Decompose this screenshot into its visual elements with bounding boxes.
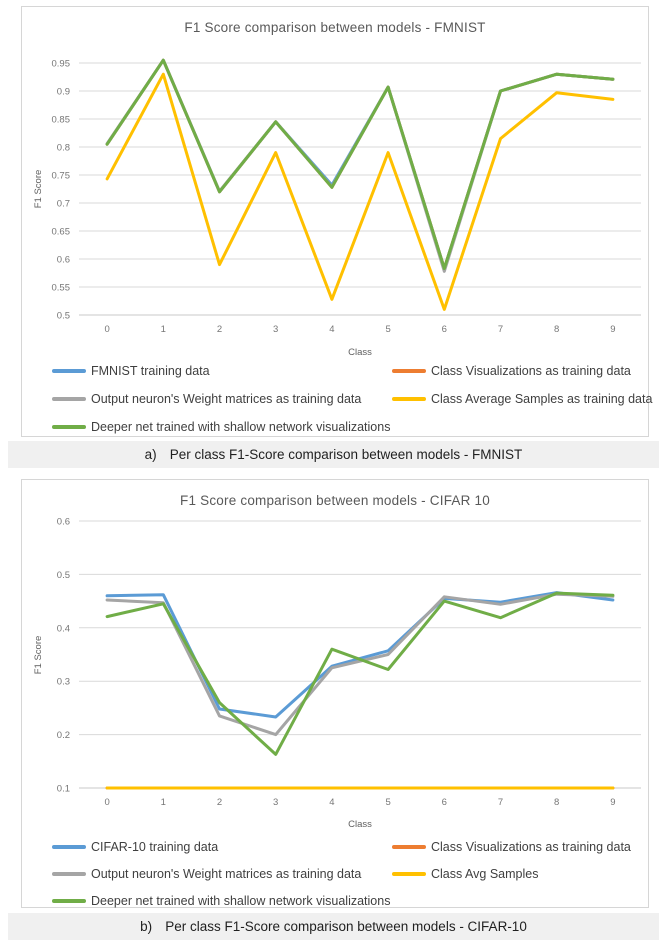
y-tick-label: 0.6	[56, 254, 70, 266]
fmnist-chart-panel	[21, 6, 653, 437]
x-tick-label: 8	[554, 324, 560, 335]
y-axis-title: F1 Score	[33, 635, 44, 675]
legend-label: Class Visualizations as training data	[431, 364, 631, 378]
y-tick-label: 0.6	[56, 516, 70, 528]
legend-label: Class Visualizations as training data	[431, 840, 631, 854]
x-tick-label: 6	[441, 797, 447, 808]
x-tick-label: 6	[441, 324, 447, 335]
x-tick-label: 3	[273, 324, 279, 335]
y-tick-label: 0.65	[51, 226, 70, 238]
x-tick-label: 4	[329, 324, 335, 335]
y-tick-label: 0.9	[56, 86, 70, 98]
y-tick-label: 0.95	[51, 58, 70, 70]
cifar10-chart-panel	[21, 479, 649, 908]
y-tick-label: 0.55	[51, 282, 70, 294]
y-axis-title: F1 Score	[33, 169, 44, 209]
x-tick-label: 1	[160, 324, 166, 335]
x-tick-label: 3	[273, 797, 279, 808]
caption-label: a)	[144, 447, 157, 462]
series-line-0	[107, 593, 613, 717]
caption-label: b)	[140, 919, 153, 934]
line-plot	[22, 480, 648, 907]
y-tick-label: 0.3	[56, 676, 70, 688]
x-tick-label: 5	[385, 797, 391, 808]
line-plot	[22, 7, 648, 436]
x-axis-title: Class	[348, 819, 372, 830]
legend-label: Deeper net trained with shallow network visualizations	[91, 420, 391, 434]
x-axis-title: Class	[348, 347, 372, 358]
legend-label: FMNIST training data	[91, 364, 210, 378]
x-tick-label: 9	[610, 324, 616, 335]
y-tick-label: 0.5	[56, 310, 70, 322]
x-tick-label: 0	[104, 324, 110, 335]
legend-label: Output neuron's Weight matrices as training data	[91, 867, 362, 881]
legend-label: CIFAR-10 training data	[91, 840, 219, 854]
x-tick-label: 8	[554, 797, 560, 808]
y-tick-label: 0.7	[56, 198, 70, 210]
y-tick-label: 0.1	[56, 783, 70, 795]
x-tick-label: 9	[610, 797, 616, 808]
legend-label: Deeper net trained with shallow network visualizations	[91, 894, 391, 908]
x-tick-label: 7	[497, 797, 504, 808]
x-tick-label: 2	[216, 324, 223, 335]
legend-label: Class Avg Samples	[431, 867, 539, 881]
y-tick-label: 0.85	[51, 114, 70, 126]
legend-label: Class Average Samples as training data	[431, 392, 653, 406]
y-tick-label: 0.5	[56, 569, 70, 581]
series-line-4	[107, 593, 613, 754]
y-tick-label: 0.2	[56, 730, 70, 742]
x-tick-label: 1	[160, 797, 166, 808]
caption-text: Per class F1-Score comparison between models - CIFAR-10	[165, 919, 527, 934]
legend-label: Output neuron's Weight matrices as training data	[91, 392, 362, 406]
y-tick-label: 0.75	[51, 170, 70, 182]
caption-b	[8, 913, 659, 940]
x-tick-label: 2	[216, 797, 223, 808]
caption-a	[8, 441, 659, 468]
y-tick-label: 0.4	[56, 623, 70, 635]
x-tick-label: 5	[385, 324, 391, 335]
x-tick-label: 0	[104, 797, 110, 808]
chart-title: F1 Score comparison between models - CIFAR 10	[180, 493, 490, 508]
chart-title: F1 Score comparison between models - FMNIST	[184, 20, 486, 35]
series-line-2	[107, 60, 613, 271]
x-tick-label: 7	[497, 324, 504, 335]
series-line-2	[107, 594, 613, 734]
y-tick-label: 0.8	[56, 142, 70, 154]
caption-text: Per class F1-Score comparison between models - FMNIST	[169, 447, 523, 462]
x-tick-label: 4	[329, 797, 335, 808]
